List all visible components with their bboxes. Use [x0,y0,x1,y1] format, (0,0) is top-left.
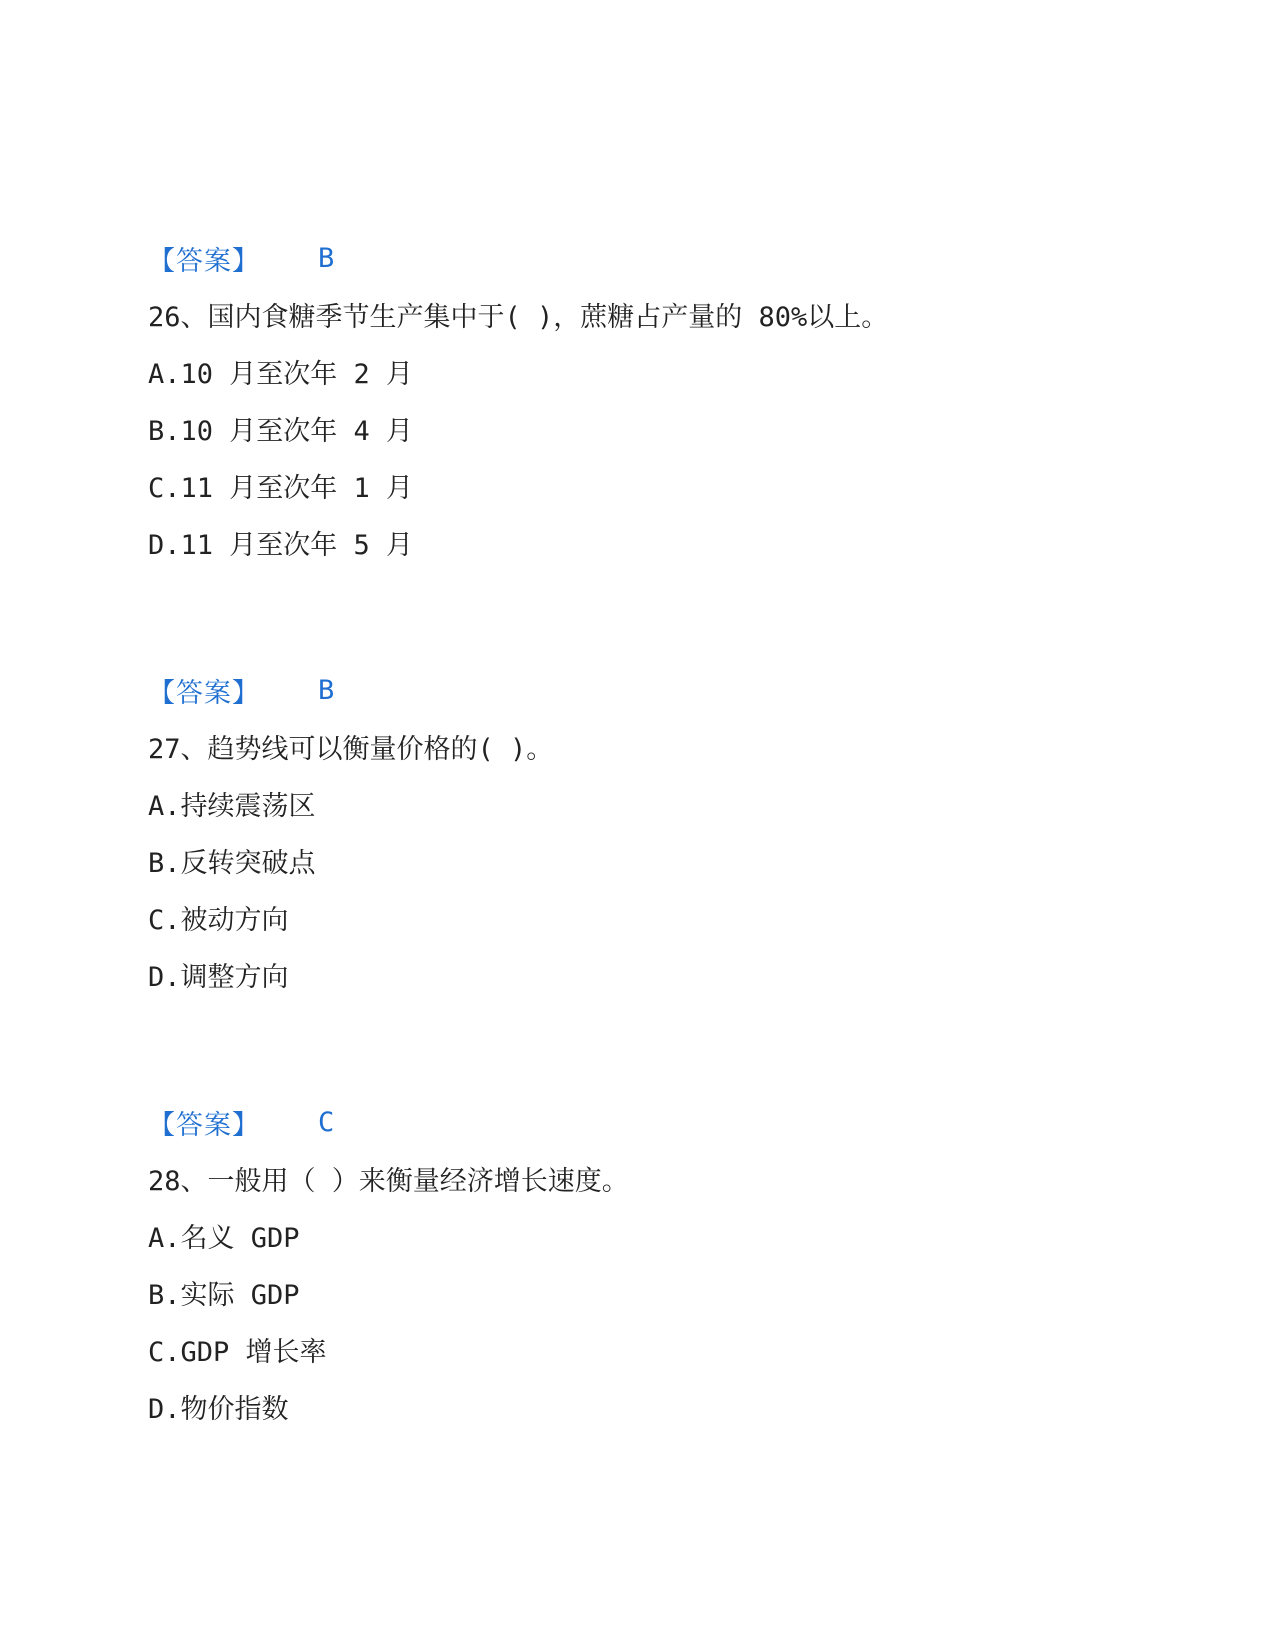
answer-value: B [318,674,335,706]
option-b: B.实际 GDP [148,1279,300,1311]
option-d: D.物价指数 [148,1393,289,1425]
option-a: A.10 月至次年 2 月 [148,358,414,390]
answer-line [148,670,1148,710]
question-block-27 [148,670,1148,994]
answer-label: 【答案】 [148,245,260,277]
question-text: 28、一般用（ ）来衡量经济增长速度。 [148,1165,629,1197]
answer-value: B [318,242,335,274]
question-block-26 [148,238,1148,562]
option-a: A.名义 GDP [148,1222,300,1254]
question-text: 27、趋势线可以衡量价格的( )。 [148,733,554,765]
question-text: 26、国内食糖季节生产集中于( )，蔗糖占产量的 80%以上。 [148,301,889,333]
answer-line [148,238,1148,278]
option-b: B.反转突破点 [148,847,316,879]
option-b: B.10 月至次年 4 月 [148,415,414,447]
answer-label: 【答案】 [148,1109,260,1141]
option-c: C.11 月至次年 1 月 [148,472,414,504]
option-c: C.GDP 增长率 [148,1336,327,1368]
question-block-28 [148,1102,1148,1426]
option-a: A.持续震荡区 [148,790,316,822]
option-c: C.被动方向 [148,904,289,936]
option-d: D.调整方向 [148,961,289,993]
answer-line [148,1102,1148,1142]
option-d: D.11 月至次年 5 月 [148,529,414,561]
answer-value: C [318,1106,335,1138]
answer-label: 【答案】 [148,677,260,709]
